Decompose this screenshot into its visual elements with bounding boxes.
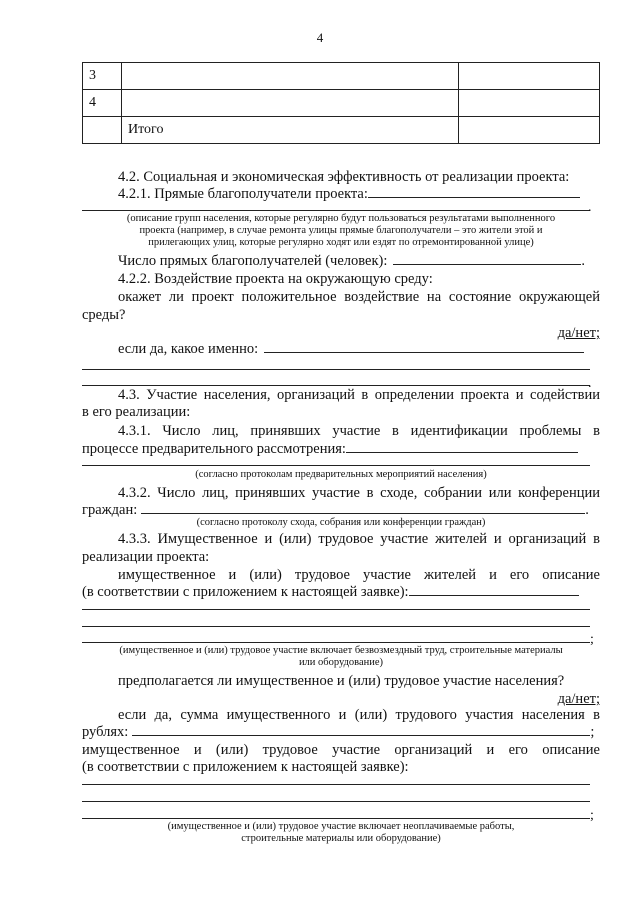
section-4-3-1-row <box>82 440 600 458</box>
beneficiaries-count-field[interactable] <box>393 252 581 265</box>
residents-participation-row <box>82 583 600 601</box>
direct-beneficiaries-field[interactable] <box>368 185 580 198</box>
participation-sum-field[interactable] <box>132 723 590 736</box>
section-4-3-heading-line-2: в его реализации: <box>82 404 191 420</box>
section-4-3-heading-line-1: 4.3. Участие населения, организаций в определении проекта и содействии <box>118 387 600 403</box>
organizations-participation-line-2: (в соответствии с приложением к настоящей заявке): <box>82 759 409 775</box>
section-4-2-1-row <box>82 185 600 203</box>
caption-residents-2: или оборудование) <box>298 657 384 668</box>
table-cell-num: 3 <box>83 63 122 90</box>
table-cell-name: Итого <box>122 117 459 144</box>
residents-participation-line-3[interactable] <box>82 626 590 627</box>
environment-impact-line-2[interactable] <box>82 369 590 370</box>
budget-table <box>82 62 600 144</box>
residents-participation-line-2[interactable] <box>82 609 590 610</box>
beneficiaries-description-line[interactable] <box>82 210 590 211</box>
section-4-3-1-line-1: 4.3.1. Число лиц, принявших участие в идентификации проблемы в <box>118 423 600 439</box>
table-cell-value <box>459 90 600 117</box>
environment-impact-row <box>82 340 600 358</box>
environment-question-line-1: окажет ли проект положительное воздействие на состояние окружающей <box>118 289 600 305</box>
organizations-participation-field-3[interactable] <box>82 818 590 819</box>
period-mark: . <box>588 376 592 391</box>
table-cell-num: 4 <box>83 90 122 117</box>
environment-impact-field[interactable] <box>264 340 584 353</box>
table-row <box>83 63 600 90</box>
period-mark: . <box>588 200 592 215</box>
caption-residents-1: (имущественное и (или) трудовое участие включает безвозмездный труд, строительные материалы <box>119 645 563 656</box>
residents-participation-line-1: имущественное и (или) трудовое участие жителей и его описание <box>118 567 600 583</box>
semicolon-mark: ; <box>590 632 594 647</box>
section-4-2-heading: 4.2. Социальная и экономическая эффективность от реализации проекта: <box>118 169 570 185</box>
section-4-2-1-label: 4.2.1. Прямые благополучатели проекта: <box>118 186 368 202</box>
caption-organizations-1: (имущественное и (или) трудовое участие включает неоплачиваемые работы, <box>167 821 515 832</box>
caption-beneficiaries-1: (описание групп населения, которые регулярно будут пользоваться результатами выполненного <box>126 213 556 224</box>
table-row <box>83 117 600 144</box>
table-cell-name <box>122 90 459 117</box>
caption-preliminary-events: (согласно протоколам предварительных мероприятий населения) <box>195 469 487 480</box>
organizations-participation-field-2[interactable] <box>82 801 590 802</box>
beneficiaries-count-row: Число прямых благополучателей (человек): . <box>118 253 585 269</box>
section-4-3-2-label: граждан: <box>82 502 138 518</box>
table-cell-value <box>459 117 600 144</box>
participation-sum-line-1: если да, сумма имущественного и (или) трудового участия населения в <box>118 707 600 723</box>
residents-participation-field[interactable] <box>409 583 579 596</box>
table-cell-name <box>122 63 459 90</box>
meeting-count-field[interactable] <box>141 501 585 514</box>
caption-beneficiaries-2: проекта (например, в случае ремонта улицы прямые благополучатели – это жители этой и <box>139 225 543 236</box>
identification-count-line-2[interactable] <box>82 465 590 466</box>
section-4-3-1-label: процессе предварительного рассмотрения: <box>82 441 346 457</box>
caption-organizations-2: строительные материалы или оборудование) <box>241 833 441 844</box>
table-cell-value <box>459 63 600 90</box>
caption-beneficiaries-3: прилегающих улиц, которые регулярно ходят или ездят по отремонтированной улице) <box>148 237 534 248</box>
environment-question-line-2: среды? <box>82 307 126 323</box>
identification-count-field[interactable] <box>346 440 578 453</box>
section-4-3-2-line-1: 4.3.2. Число лиц, принявших участие в сходе, собрании или конференции <box>118 485 600 501</box>
residents-participation-line-4[interactable] <box>82 642 590 643</box>
participation-sum-row: рублях: ; <box>82 724 595 740</box>
residents-participation-label: (в соответствии с приложением к настоящей заявке): <box>82 584 409 600</box>
section-4-3-2-row: граждан: . <box>82 502 589 518</box>
section-4-2-2-heading: 4.2.2. Воздействие проекта на окружающую среду: <box>118 271 433 287</box>
participation-sum-label: рублях: <box>82 724 129 740</box>
yes-no-label: да/нет; <box>557 325 600 341</box>
caption-meeting-protocol: (согласно протоколу схода, собрания или конференции граждан) <box>196 517 486 528</box>
organizations-participation-field-1[interactable] <box>82 784 590 785</box>
organizations-participation-line-1: имущественное и (или) трудовое участие организаций и его описание <box>82 742 600 758</box>
section-4-3-3-line-1: 4.3.3. Имущественное и (или) трудовое участие жителей и организаций в <box>118 531 600 547</box>
planned-participation-question: предполагается ли имущественное и (или) трудовое участие населения? <box>118 673 565 689</box>
semicolon-mark: ; <box>590 808 594 823</box>
table-row <box>83 90 600 117</box>
environment-impact-label: если да, какое именно: <box>118 341 259 357</box>
section-4-3-3-line-2: реализации проекта: <box>82 549 210 565</box>
table-cell-num <box>83 117 122 144</box>
page-number: 4 <box>316 30 324 45</box>
beneficiaries-count-label: Число прямых благополучателей (человек): <box>118 253 388 269</box>
yes-no-label-2: да/нет; <box>557 691 600 707</box>
